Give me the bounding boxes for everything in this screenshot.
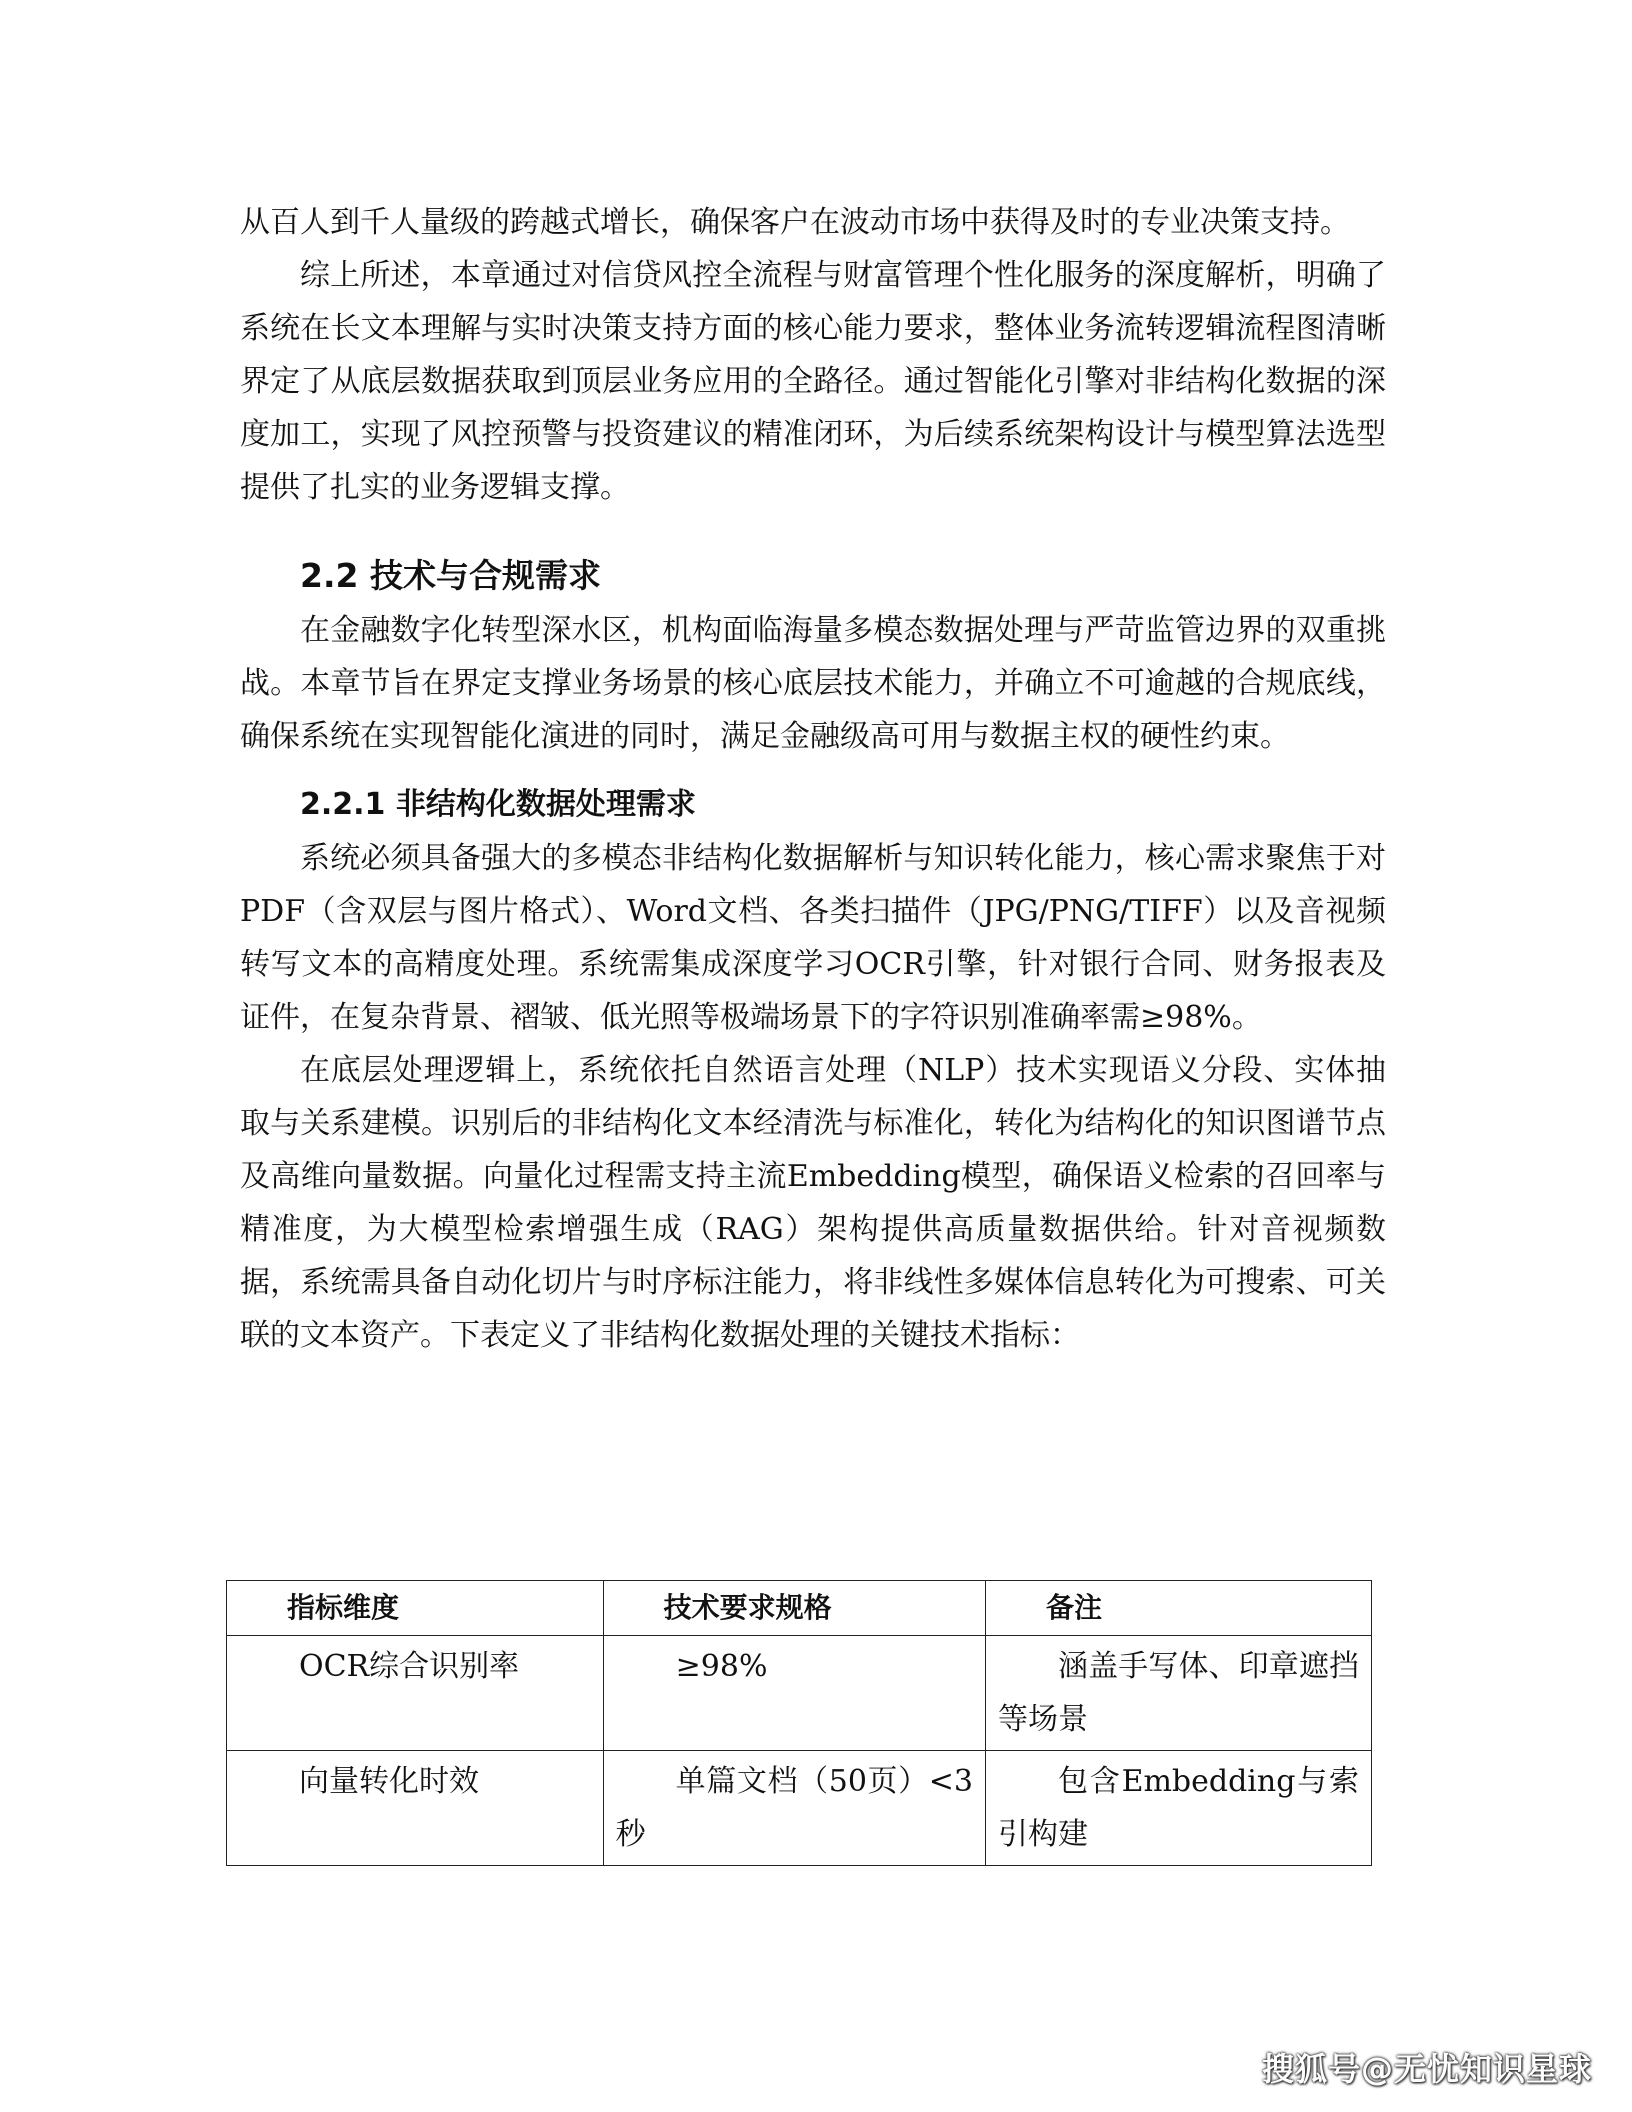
- table-row: [227, 1636, 1372, 1751]
- paragraph-summary: 综上所述，本章通过对信贷风控全流程与财富管理个性化服务的深度解析，明确了系统在长文本理解与实时决策支持方面的核心能力要求，整体业务流转逻辑流程图清晰界定了从底层数据获取到顶层业务应用的全路径。通过智能化引擎对非结构化数据的深度加工，实现了风控预警与投资建议的精准闭环，为后续系统架构设计与模型算法选型提供了扎实的业务逻辑支撑。: [240, 258, 1386, 505]
- cell-text: ≥98%: [675, 1649, 768, 1684]
- table-cell: [603, 1636, 985, 1751]
- cell-text: OCR综合识别率: [299, 1649, 520, 1684]
- cell-text: 涵盖手写体、印章遮挡等场景: [998, 1649, 1359, 1737]
- cell-text: 包含Embedding与索引构建: [998, 1764, 1359, 1852]
- table-header-cell: 技术要求规格: [603, 1581, 985, 1636]
- subsection-paragraph-2: 在底层处理逻辑上，系统依托自然语言处理（NLP）技术实现语义分段、实体抽取与关系建模。识别后的非结构化文本经清洗与标准化，转化为结构化的知识图谱节点及高维向量数据。向量化过程需支持主流Embedding模型，确保语义检索的召回率与精准度，为大模型检索增强生成（RAG）架构提供高质量数据供给。针对音视频数据，系统需具备自动化切片与时序标注能力，将非线性多媒体信息转化为可搜索、可关联的文本资产。下表定义了非结构化数据处理的关键技术指标：: [240, 1053, 1386, 1353]
- table-header-cell: 指标维度: [227, 1581, 604, 1636]
- table-cell: [986, 1751, 1372, 1866]
- spacer: [240, 763, 1386, 778]
- document-page: [240, 196, 1386, 1362]
- section-intro-paragraph: 在金融数字化转型深水区，机构面临海量多模态数据处理与严苛监管边界的双重挑战。本章节旨在界定支撑业务场景的核心底层技术能力，并确立不可逾越的合规底线，确保系统在实现智能化演进的同时，满足金融级高可用与数据主权的硬性约束。: [240, 613, 1386, 754]
- cell-text: 单篇文档（50页）<3秒: [615, 1764, 973, 1852]
- paragraph-continuation: 从百人到千人量级的跨越式增长，确保客户在波动市场中获得及时的专业决策支持。: [240, 205, 1350, 240]
- watermark-text: 搜狐号@无忧知识星球: [1261, 2050, 1592, 2088]
- table-cell: [227, 1751, 604, 1866]
- table-cell: [986, 1636, 1372, 1751]
- table-row: [227, 1751, 1372, 1866]
- cell-text: 向量转化时效: [299, 1764, 479, 1799]
- subsection-paragraph-1: 系统必须具备强大的多模态非结构化数据解析与知识转化能力，核心需求聚焦于对PDF（含双层与图片格式）、Word文档、各类扫描件（JPG/PNG/TIFF）以及音视频转写文本的高精度处理。系统需集成深度学习OCR引擎，针对银行合同、财务报表及证件，在复杂背景、褶皱、低光照等极端场景下的字符识别准确率需≥98%。: [240, 841, 1386, 1035]
- section-heading: 2.2 技术与合规需求: [300, 556, 601, 595]
- spacer: [240, 514, 1386, 549]
- table-header-row: [227, 1581, 1372, 1636]
- subsection-heading: 2.2.1 非结构化数据处理需求: [300, 787, 696, 822]
- metrics-table: [226, 1580, 1372, 1866]
- table-cell: [227, 1636, 604, 1751]
- table-header-cell: 备注: [986, 1581, 1372, 1636]
- table-cell: [603, 1751, 985, 1866]
